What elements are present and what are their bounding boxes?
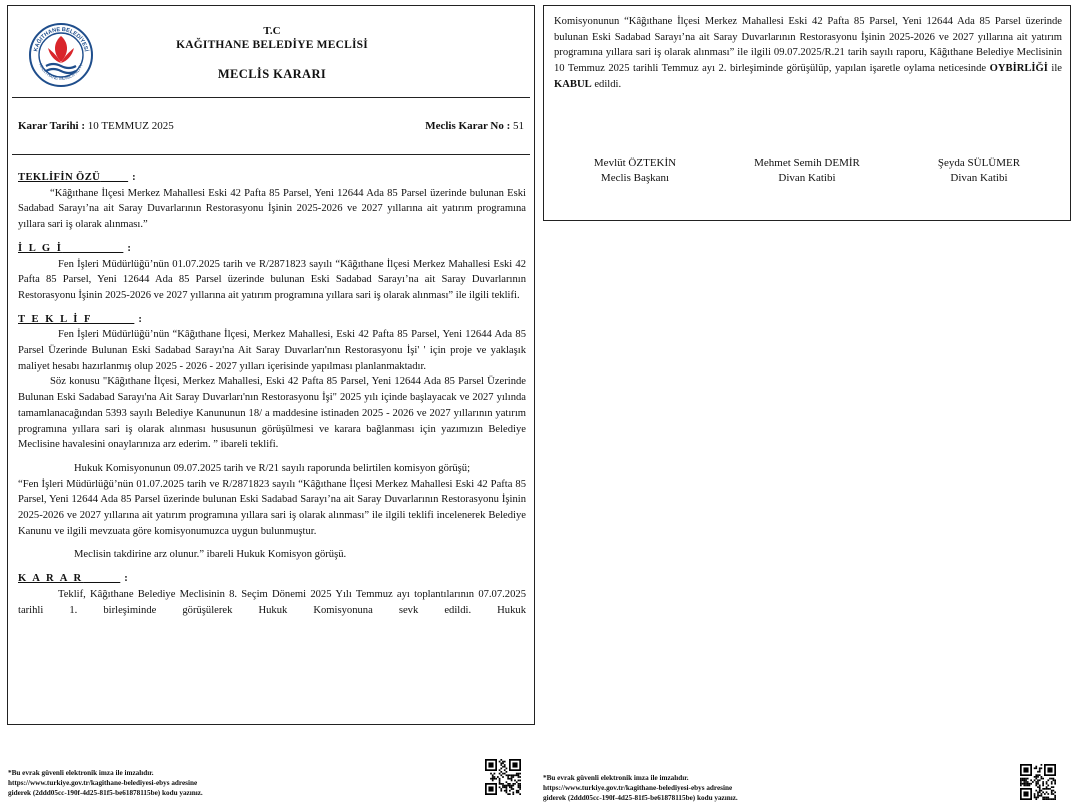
signature-block [722,156,892,185]
section-colon: : [132,172,136,183]
continuation-text: Komisyonunun “Kâğıthane İlçesi Merkez Mahallesi Eski 42 Pafta 85 Parsel, Yeni 12644 Ada 85 Parsel üzerinde bulunan Eski Sadabad Sarayı’na ait Saray Duvarlarının Restorasyonu İşinin 2025-2026 ve 2027 yıllarına ait yatırım programına yıllara sari iş olarak alınması” ile ilgili 09.07.2025/R.21 tarih sayılı raporu, Kâğıthane Belediye Meclisinin 10 Temmuz 2025 tarihli Temmuz ayı 2. birleşiminde görüşülüp, yapılan işaretle oylama neticesinde [554,16,1062,75]
footer-line: giderek (2ddd05cc-190f-4d25-81f5-be61878115be) kodu yazınız. [543,794,738,802]
section-heading: İ L G İ [18,242,63,254]
document-body [18,170,526,618]
section-heading: T E K L İ F [18,313,93,325]
section-colon: : [124,573,128,585]
document-page-1 [7,5,535,725]
document-header [8,6,534,98]
signature-block [894,156,1064,185]
vote-result: OYBİRLİĞİ [989,63,1048,75]
decision-date [18,120,174,132]
decision-result: KABUL [554,78,592,90]
decision-number-value: 51 [510,120,524,132]
section-text: Teklif, Kâğıthane Belediye Meclisinin 8. Seçim Dönemi 2025 Yılı Temmuz ayı toplantılarının 07.07.2025 tarihli 1. birleşiminde görüşülerek Hukuk Komisyonuna sevk edildi. Hukuk [18,588,526,616]
meta-divider [12,154,530,155]
footer-line: giderek (2ddd05cc-190f-4d25-81f5-be61878115be) kodu yazınız. [8,789,203,797]
section-colon: : [138,313,142,325]
section-text: “Kâğıthane İlçesi Merkez Mahallesi Eski 42 Pafta 85 Parsel, Yeni 12644 Ada 85 Parsel üzerinde bulunan Eski Sadabad Sarayı’na ait Saray Duvarlarının Restorasyonu İşinin 2025-2026 ve 2027 yıllarına ait yatırım programına yıllara sari iş olarak alınması.” [18,187,526,231]
section-teklif [18,312,526,453]
e-signature-note-left [8,768,203,798]
footer-line: *Bu evrak güvenli elektronik imza ile imzalıdır. [8,769,154,777]
signatory-name: Mevlüt ÖZTEKİN [593,157,677,169]
document-page-2 [543,5,1071,221]
continuation-text-end: edildi. [591,78,622,90]
section-paragraph: Fen İşleri Müdürlüğü’nün “Kâğıthane İlçesi, Merkez Mahallesi, Eski 42 Pafta 85 Parsel, Yeni 12644 Ada 85 Parsel Üzerinde Bulunan Eski Sadabad Sarayı'na Ait Saray Duvarları'nın Restorasyonu İşi' ' için proje ve yaklaşık maliyet hesabı hazırlanmış olup 2025 - 2026 - 2027 yılları içerisinde yapılması planlanmaktadır. [18,329,526,372]
section-text: Fen İşleri Müdürlüğü’nün 01.07.2025 tarih ve R/2871823 sayılı “Kâğıthane İlçesi Merkez Mahallesi Eski 42 Pafta 85 Parsel, Yeni 12644 Ada 85 Parsel üzerinde bulunan Eski Sadabad Sarayı’na ait Saray Duvarlarının Restorasyonu İşinin 2025-2026 ve 2027 yıllarına ait yatırım programına yıllara sari iş olarak alınması” ile ilgili teklifi. [18,258,526,301]
signatory-title: Meclis Başkanı [600,171,670,184]
decision-number [425,120,524,132]
qr-code-icon [1020,764,1056,800]
footer-line[interactable]: https://www.turkiye.gov.tr/kagithane-belediyesi-ebys adresine [8,779,198,787]
qr-code-icon [485,759,521,795]
seal-ring-top: KAĞITHANE BELEDİYESİ [33,26,89,53]
section-ilgi [18,241,526,304]
signatory-title: Divan Katibi [950,171,1008,184]
header-divider [12,97,530,98]
seal-ring-bottom: KAGITHANE MUNICIPALITY [38,62,84,82]
signatory-title: Divan Katibi [778,171,836,184]
section-heading: TEKLİFİN ÖZÜ [18,172,101,183]
section-heading: K A R A R [18,573,84,585]
section-komisyon [18,461,526,563]
e-signature-note-right [543,773,738,803]
section-colon: : [127,242,131,254]
section-paragraph: Hukuk Komisyonunun 09.07.2025 tarih ve R/21 sayılı raporunda belirtilen komisyon görüşü; [74,462,471,474]
section-paragraph: Söz konusu "Kâğıthane İlçesi, Merkez Mahallesi, Eski 42 Pafta 85 Parsel, Yeni 12644 Ada 85 Parsel Üzerinde Bulunan Eski Sadabad Sarayı'na Ait Saray Duvarları'nın Restorasyonu İşi" 2025 yılı içinde başlayacak ve 2027 yılında tamamlanacağından 5393 sayılı Belediye Kanununun 18/ a maddesine istinaden 2025 - 2026 ve 2027 yıllarının yatırım programına yıllara sari iş olarak alınması hususunun görüşülmesi ve karara bağlanması için yazımızın Belediye Meclisine havalesini onaylarınıza arz ederim. ” ibareli teklifi. [18,376,526,451]
decision-continuation [554,14,1062,93]
section-teklif-ozu [18,170,526,233]
decision-date-value: 10 TEMMUZ 2025 [85,120,174,132]
footer-line[interactable]: https://www.turkiye.gov.tr/kagithane-belediyesi-ebys adresine [543,784,733,792]
decision-number-label: Meclis Karar No : [425,120,511,132]
signatory-name: Mehmet Semih DEMİR [754,157,860,169]
document-title: MECLİS KARARI [217,67,327,81]
header-organization: KAĞITHANE BELEDİYE MECLİSİ [176,39,368,51]
continuation-text-mid: ile [1047,63,1062,75]
header-tc: T.C [263,25,281,37]
section-karar [18,571,526,618]
footer-line: *Bu evrak güvenli elektronik imza ile imzalıdır. [543,774,689,782]
decision-date-label: Karar Tarihi : [18,120,86,132]
section-paragraph: “Fen İşleri Müdürlüğü’nün 01.07.2025 tarih ve R/2871823 sayılı “Kâğıthane İlçesi Merkez Mahallesi Eski 42 Pafta 85 Parsel, Yeni 12644 Ada 85 Parsel üzerinde bulunan Eski Sadabad Sarayı’na ait Saray Duvarlarının Restorasyonu İşinin 2025-2026 ve 2027 yıllarına ait yatırım programına yıllara sari iş olarak alınması” ile ilgili teklifi incelenerek Belediye Kanunu ve ilgili mevzuata göre komisyonumuzca uygun bulunmuştur. [18,478,526,537]
signatory-name: Şeyda SÜLÜMER [937,157,1021,169]
section-paragraph: Meclisin takdirine arz olunur.” ibareli Hukuk Komisyon görüşü. [74,549,347,561]
signature-block [550,156,720,185]
